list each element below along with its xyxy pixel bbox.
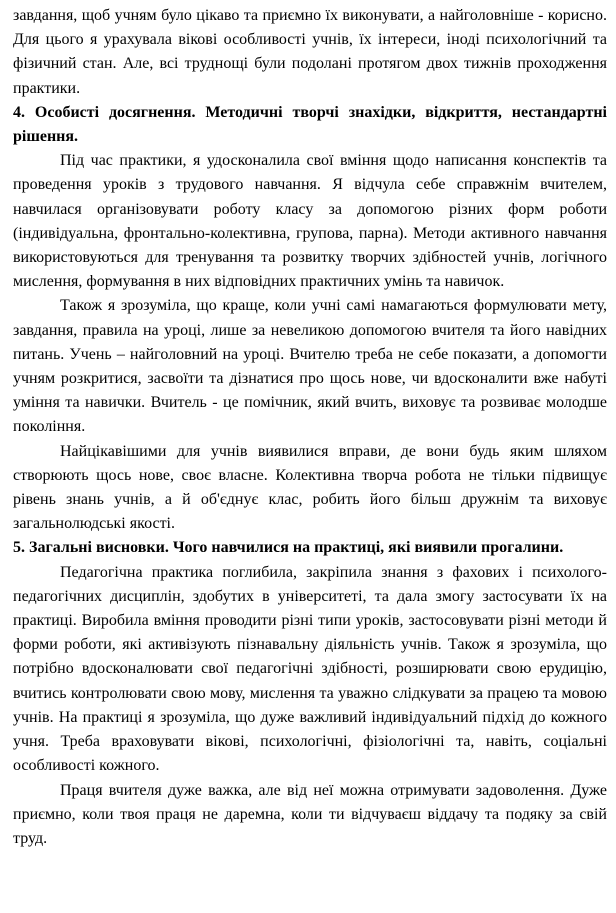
section-heading-conclusions: 5. Загальні висновки. Чого навчилися на практиці, які виявили прогалини. <box>13 539 564 557</box>
paragraph-teacher-work: Праця вчителя дуже важка, але від неї можна отримувати задоволення. Дуже приємно, коли твоя праця не даремна, коли ти відчуваєш віддачу та подяку за свій труд. <box>13 781 607 847</box>
paragraph-pedagogical-practice: Педагогічна практика поглибила, закріпила знання з фахових і психолого-педагогічних дисциплін, здобутих в університеті, та дала змогу застосувати їх на практиці. Виробила вміння проводити різні типи уроків, застосовувати різні методи й форми роботи, які активізують пізнавальну діяльність учнів. Також я зрозуміла, що потрібно вдосконалювати свої педагогічні здібності, розширювати свою ерудицію, вчитись контролювати свою мову, мислення та уважно слідкувати за працею та мовою учнів. На практиці я зрозуміла, що дуже важливий індивідуальний підхід до кожного учня. Треба враховувати вікові, психологічні, фізіологічні та, навіть, соціальні особливості кожного. <box>13 563 607 775</box>
paragraph-students-goals: Також я зрозуміла, що краще, коли учні самі намагаються формулювати мету, завдання, правила на уроці, лише за невеликою допомогою вчителя та його навідних питань. Учень – найголовний на уроці. Вчителю треба не себе показати, а допомогти учням розкритися, засвоїти та дізнатися про щось нове, чи вдосконалити вже набуті уміння та навички. Вчитель - це помічник, який вчить, виховує та розвиває молодше покоління. <box>13 297 607 436</box>
paragraph-continuation: завдання, щоб учням було цікаво та приємно їх виконувати, а найголовніше - корисно. Для цього я урахувала вікові особливості учнів, їх інтереси, іноді психологічний та фізичний стан. Але, всі труднощі були подолані протягом двох тижнів проходження практики. <box>13 7 607 97</box>
paragraph-creative-exercises: Найцікавішими для учнів виявилися вправи, де вони будь яким шляхом створюють щось нове, своє власне. Колективна творча робота не тільки підвищує рівень знань учнів, а й об'єднує клас, робить його більш дружнім та виховує загальнолюдські якості. <box>13 442 607 533</box>
paragraph-practice-skills: Під час практики, я удосконалила свої вміння щодо написання конспектів та проведення уроків з трудового навчання. Я відчула себе справжнім вчителем, навчилася організовувати роботу класу за допомогою різних форм роботи (індивідуальна, фронтально-колективна, групова, парна). Методи активного навчання використовуються для тренування та розвитку творчих здібностей учнів, логічного мислення, формування в них відповідних практичних умінь та навичок. <box>13 152 607 291</box>
section-heading-personal-achievements: 4. Особисті досягнення. Методичні творчі знахідки, відкриття, нестандартні рішення. <box>13 103 607 146</box>
